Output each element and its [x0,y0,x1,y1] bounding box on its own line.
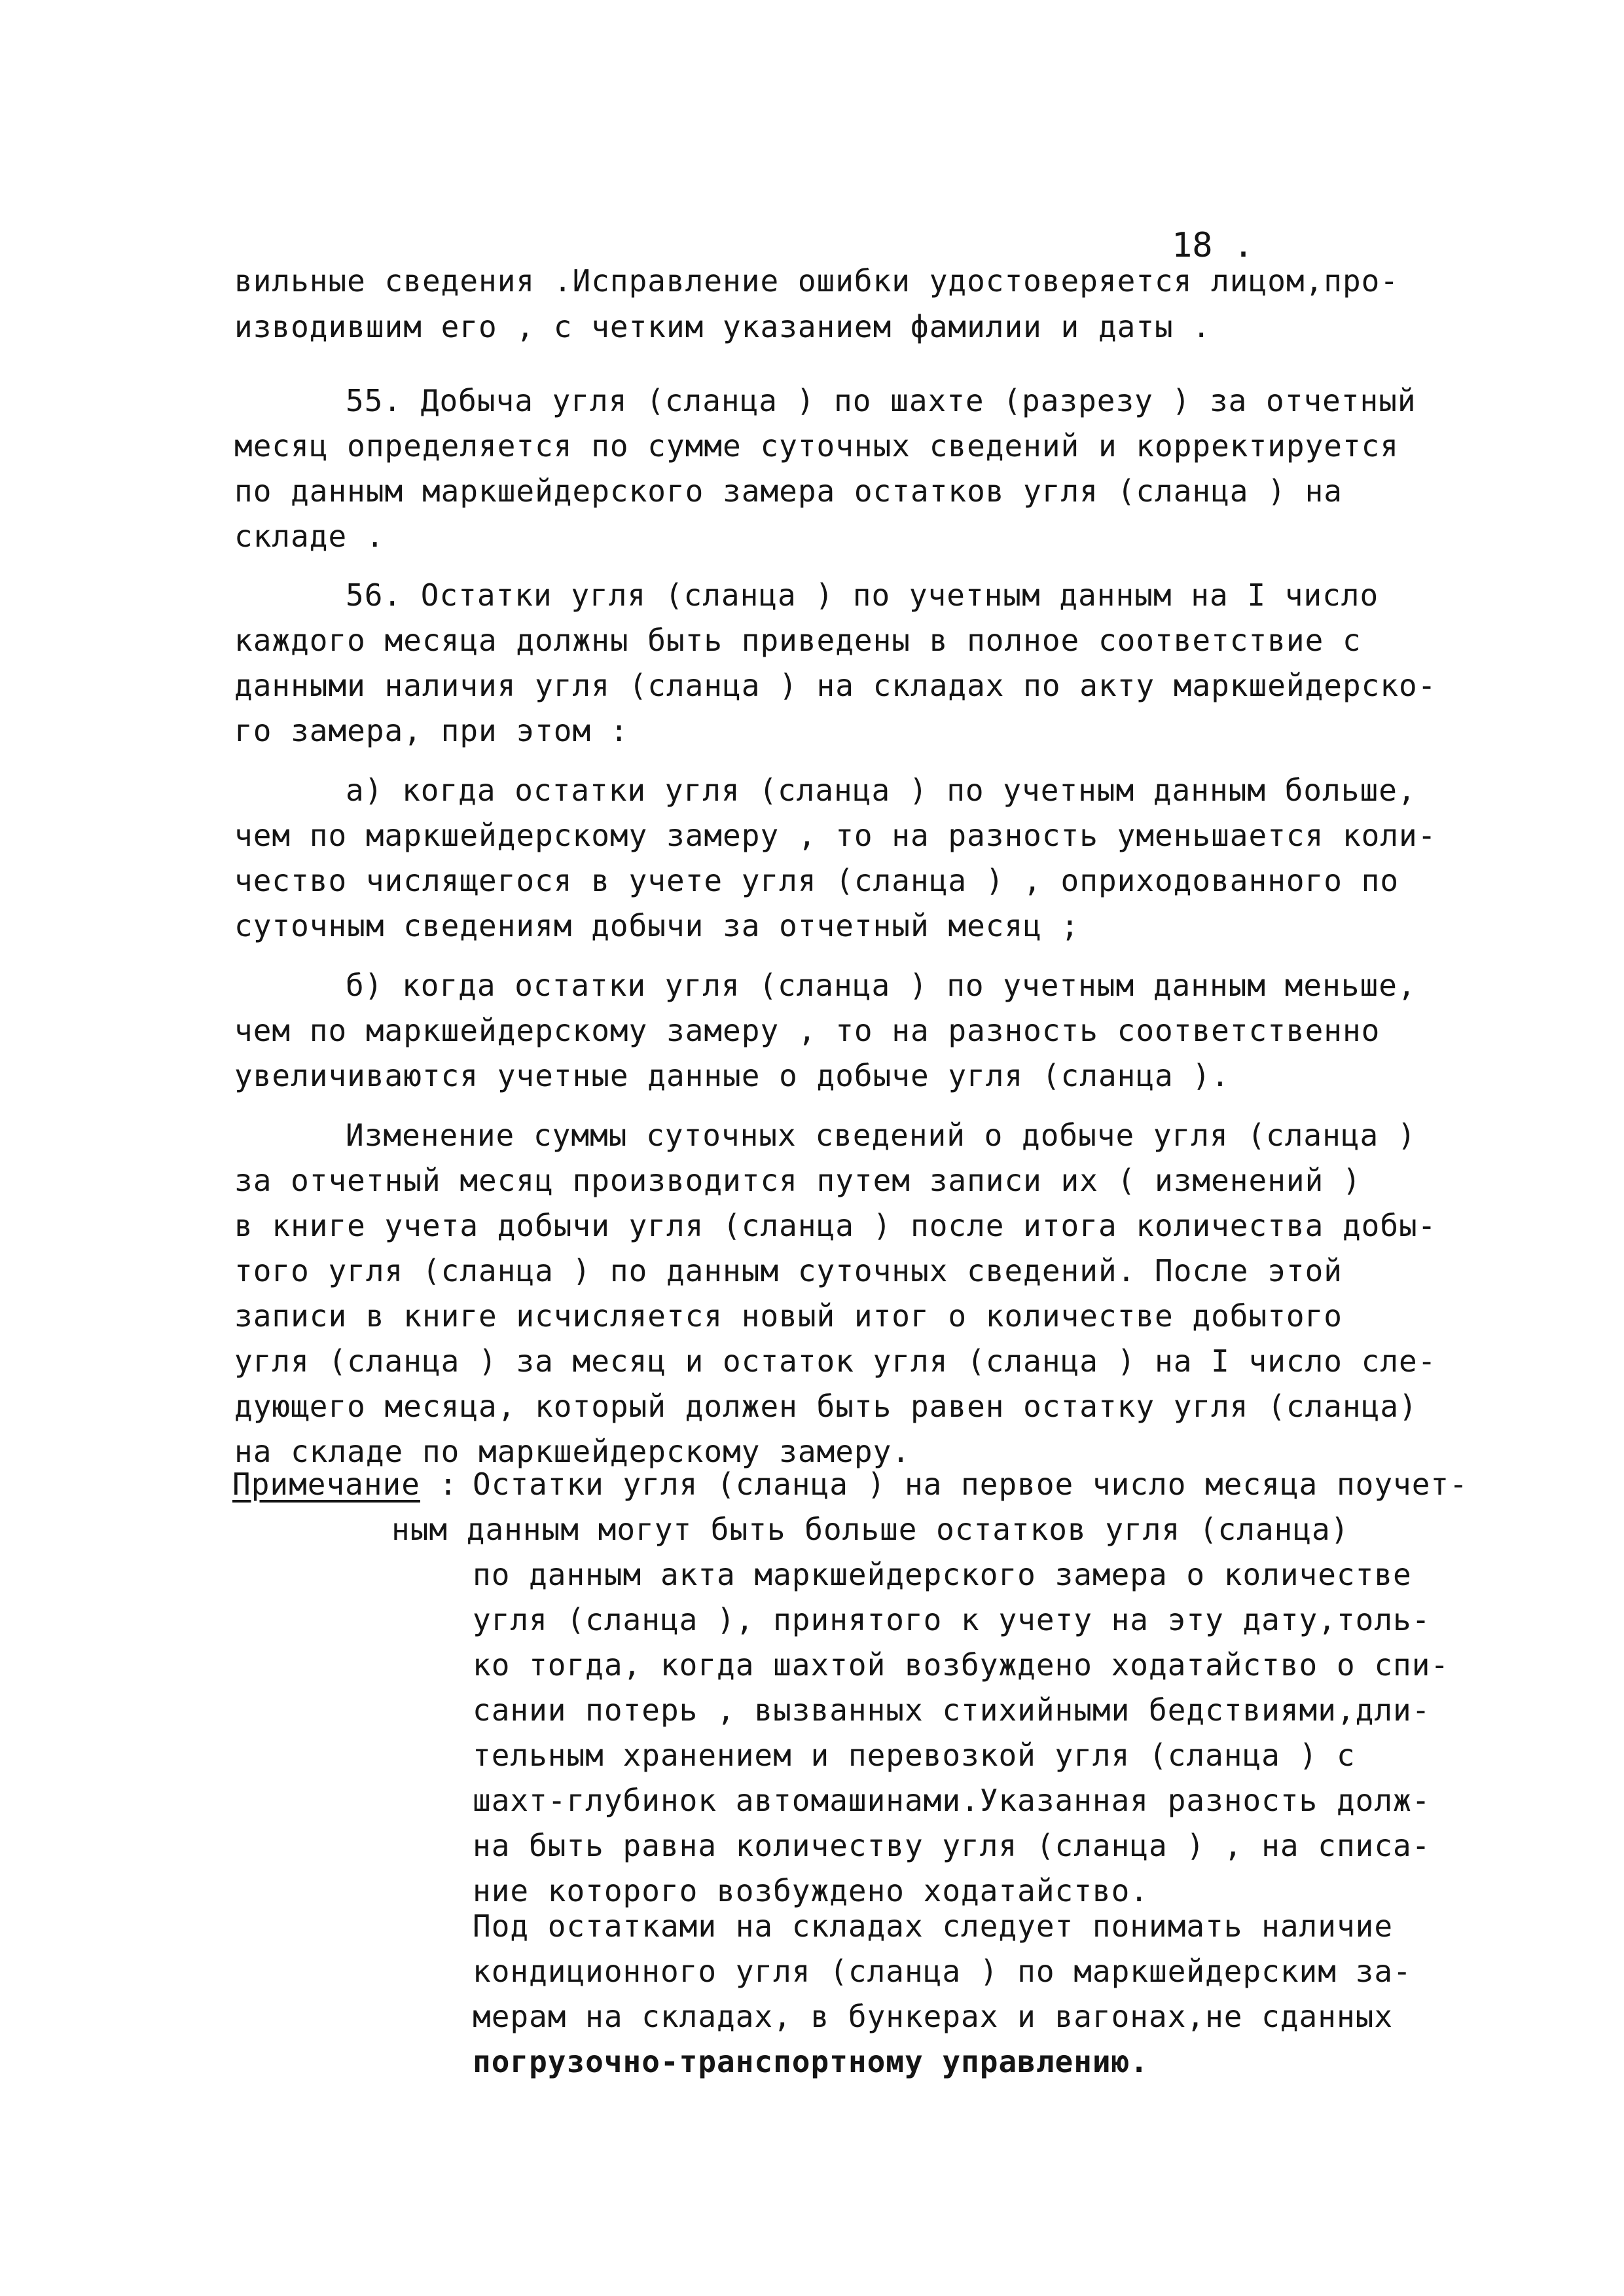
note-line: по данным акта маркшейдерского замера о количестве [473,1557,1412,1592]
text-line: чем по маркшейдерскому замеру , то на разность соответственно [234,1013,1380,1048]
text-line: данными наличия угля (сланца ) на складах по акту маркшейдерско- [234,668,1437,703]
page-number: 18 . [1172,226,1254,265]
text-line: увеличиваются учетные данные о добыче угля (сланца ). [234,1058,1230,1093]
text-line: месяц определяется по сумме суточных сведений и корректируется [234,428,1399,464]
text-line: складе . [234,519,385,554]
text-line: Изменение суммы суточных сведений о добыче угля (сланца ) [346,1118,1416,1153]
text-line: на складе по маркшейдерскому замеру. [234,1434,911,1469]
text-line: того угля (сланца ) по данным суточных сведений. После этой [234,1253,1343,1288]
text-line: го замера, при этом : [234,713,629,748]
text-line: суточным сведениям добычи за отчетный месяц ; [234,908,1080,943]
note-line: сании потерь , вызванных стихийными бедствиями,дли- [473,1692,1431,1728]
note-line: ние которого возбуждено ходатайство. [473,1873,1149,1908]
text-line: 55. Добыча угля (сланца ) по шахте (разрезу ) за отчетный [346,383,1416,418]
text-line: дующего месяца, который должен быть равен остатку угля (сланца) [234,1389,1418,1424]
text-line: изводившим его , с четким указанием фамилии и даты . [234,309,1212,344]
note-line: угля (сланца ), принятого к учету на эту дату,толь- [473,1602,1431,1637]
text-line: за отчетный месяц производится путем записи их ( изменений ) [234,1163,1362,1198]
note-line: кондиционного угля (сланца ) по маркшейдерским за- [473,1954,1412,1989]
note-label-text: Примечание [232,1467,420,1502]
text-line: 56. Остатки угля (сланца ) по учетным данным на I число [346,577,1379,613]
text-line: б) когда остатки угля (сланца ) по учетным данным меньше, [346,968,1416,1003]
text-line: записи в книге исчисляется новый итог о количестве добытого [234,1298,1343,1334]
text-line: в книге учета добычи угля (сланца ) после итога количества добы- [234,1208,1437,1243]
note-line: погрузочно-транспортному управлению. [473,2044,1149,2079]
text-line: чем по маркшейдерскому замеру , то на разность уменьшается коли- [234,818,1437,853]
note-line: Под остатками на складах следует понимать наличие [473,1908,1394,1944]
text-line: по данным маркшейдерского замера остатков угля (сланца ) на [234,473,1343,509]
text-line: вильные сведения .Исправление ошибки удостоверяется лицом,про- [234,263,1399,299]
note-label-colon: : [439,1467,458,1502]
note-label [232,1465,458,1503]
text-line: угля (сланца ) за месяц и остаток угля (сланца ) на I число сле- [234,1343,1437,1379]
note-line: на быть равна количеству угля (сланца ) , на списа- [473,1828,1431,1863]
text-line: каждого месяца должны быть приведены в полное соответствие с [234,623,1362,658]
note-line: ко тогда, когда шахтой возбуждено ходатайство о спи- [473,1647,1450,1683]
text-line: а) когда остатки угля (сланца ) по учетным данным больше, [346,773,1416,808]
text-line: чество числящегося в учете угля (сланца ) , оприходованного по [234,863,1399,898]
note-line: ным данным могут быть больше остатков угля (сланца) [391,1512,1350,1547]
note-line: мерам на складах, в бункерах и вагонах,не сданных [473,1999,1394,2034]
note-line: шахт-глубинок автомашинами.Указанная разность долж- [473,1783,1431,1818]
note-line: тельным хранением и перевозкой угля (сланца ) с [473,1738,1356,1773]
note-line: Остатки угля (сланца ) на первое число месяца поучет- [473,1467,1468,1502]
